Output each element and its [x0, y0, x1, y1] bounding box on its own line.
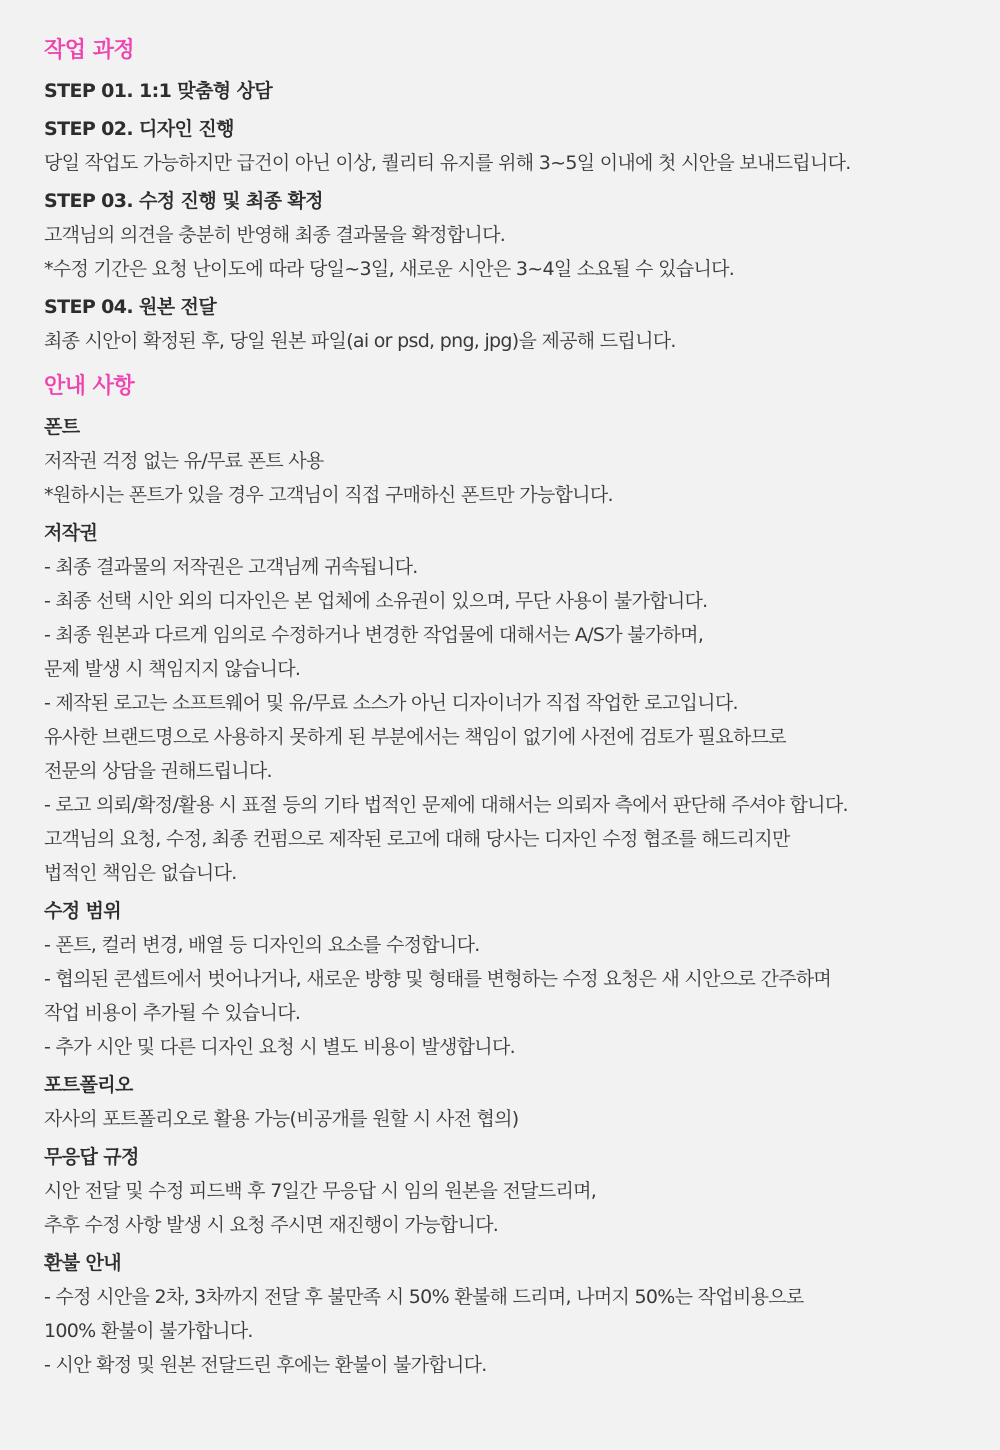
section-title: 안내 사항 [44, 374, 135, 399]
info-line: *원하시는 폰트가 있을 경우 고객님이 직접 구매하신 폰트만 가능합니다. [44, 484, 613, 506]
info-block [44, 1140, 956, 1242]
info-line: 유사한 브랜드명으로 사용하지 못하게 된 부분에서는 책임이 없기에 사전에 검토가 필요하므로 [44, 726, 786, 748]
info-block [44, 290, 956, 358]
info-block-heading: STEP 04. 원본 전달 [44, 296, 217, 318]
info-line: 시안 전달 및 수정 피드백 후 7일간 무응답 시 임의 원본을 전달드리며, [44, 1180, 597, 1202]
info-line: 자사의 포트폴리오로 활용 가능(비공개를 원할 시 사전 협의) [44, 1108, 519, 1130]
info-line: 최종 시안이 확정된 후, 당일 원본 파일(ai or psd, png, jpg)을 제공해 드립니다. [44, 330, 676, 352]
info-line: 고객님의 의견을 충분히 반영해 최종 결과물을 확정합니다. [44, 224, 506, 246]
info-line: - 협의된 콘셉트에서 벗어나거나, 새로운 방향 및 형태를 변형하는 수정 요청은 새 시안으로 간주하며 [44, 968, 832, 990]
info-line: 전문의 상담을 권해드립니다. [44, 760, 272, 782]
info-block [44, 894, 956, 1064]
info-block [44, 1246, 956, 1382]
info-line: - 시안 확정 및 원본 전달드린 후에는 환불이 불가합니다. [44, 1354, 487, 1376]
info-block-heading: STEP 02. 디자인 진행 [44, 118, 234, 140]
info-line: 고객님의 요청, 수정, 최종 컨펌으로 제작된 로고에 대해 당사는 디자인 수정 협조를 해드리지만 [44, 828, 790, 850]
info-line: - 추가 시안 및 다른 디자인 요청 시 별도 비용이 발생합니다. [44, 1036, 515, 1058]
info-block [44, 410, 956, 512]
info-line: - 최종 선택 시안 외의 디자인은 본 업체에 소유권이 있으며, 무단 사용이 불가합니다. [44, 590, 708, 612]
info-line: 저작권 걱정 없는 유/무료 폰트 사용 [44, 450, 324, 472]
info-block [44, 74, 956, 108]
info-block-heading: 무응답 규정 [44, 1146, 139, 1168]
info-block [44, 184, 956, 286]
section-title: 작업 과정 [44, 38, 135, 63]
info-line: - 최종 원본과 다르게 임의로 수정하거나 변경한 작업물에 대해서는 A/S가 불가하며, [44, 624, 704, 646]
section-guide-notes [44, 372, 956, 1382]
info-block-heading: STEP 03. 수정 진행 및 최종 확정 [44, 190, 323, 212]
info-block-heading: 폰트 [44, 416, 80, 438]
info-block-heading: STEP 01. 1:1 맞춤형 상담 [44, 80, 273, 102]
info-line: - 로고 의뢰/확정/활용 시 표절 등의 기타 법적인 문제에 대해서는 의뢰자 측에서 판단해 주셔야 합니다. [44, 794, 848, 816]
info-line: *수정 기간은 요청 난이도에 따라 당일~3일, 새로운 시안은 3~4일 소요될 수 있습니다. [44, 258, 735, 280]
info-block-heading: 수정 범위 [44, 900, 122, 922]
info-line: - 폰트, 컬러 변경, 배열 등 디자인의 요소를 수정합니다. [44, 934, 480, 956]
info-block-heading: 저작권 [44, 522, 98, 544]
info-block-heading: 환불 안내 [44, 1252, 122, 1274]
info-line: - 수정 시안을 2차, 3차까지 전달 후 불만족 시 50% 환불해 드리며, 나머지 50%는 작업비용으로 [44, 1286, 804, 1308]
info-line: - 최종 결과물의 저작권은 고객님께 귀속됩니다. [44, 556, 418, 578]
info-line: 추후 수정 사항 발생 시 요청 주시면 재진행이 가능합니다. [44, 1214, 499, 1236]
info-block-heading: 포트폴리오 [44, 1074, 133, 1096]
info-line: 100% 환불이 불가합니다. [44, 1320, 253, 1342]
info-block [44, 516, 956, 890]
info-line: - 제작된 로고는 소프트웨어 및 유/무료 소스가 아닌 디자이너가 직접 작업한 로고입니다. [44, 692, 738, 714]
section-work-process [44, 36, 956, 358]
info-block [44, 1068, 956, 1136]
info-line: 작업 비용이 추가될 수 있습니다. [44, 1002, 301, 1024]
info-line: 문제 발생 시 책임지지 않습니다. [44, 658, 301, 680]
info-line: 법적인 책임은 없습니다. [44, 862, 237, 884]
info-block [44, 112, 956, 180]
info-line: 당일 작업도 가능하지만 급건이 아닌 이상, 퀄리티 유지를 위해 3~5일 이내에 첫 시안을 보내드립니다. [44, 152, 851, 174]
